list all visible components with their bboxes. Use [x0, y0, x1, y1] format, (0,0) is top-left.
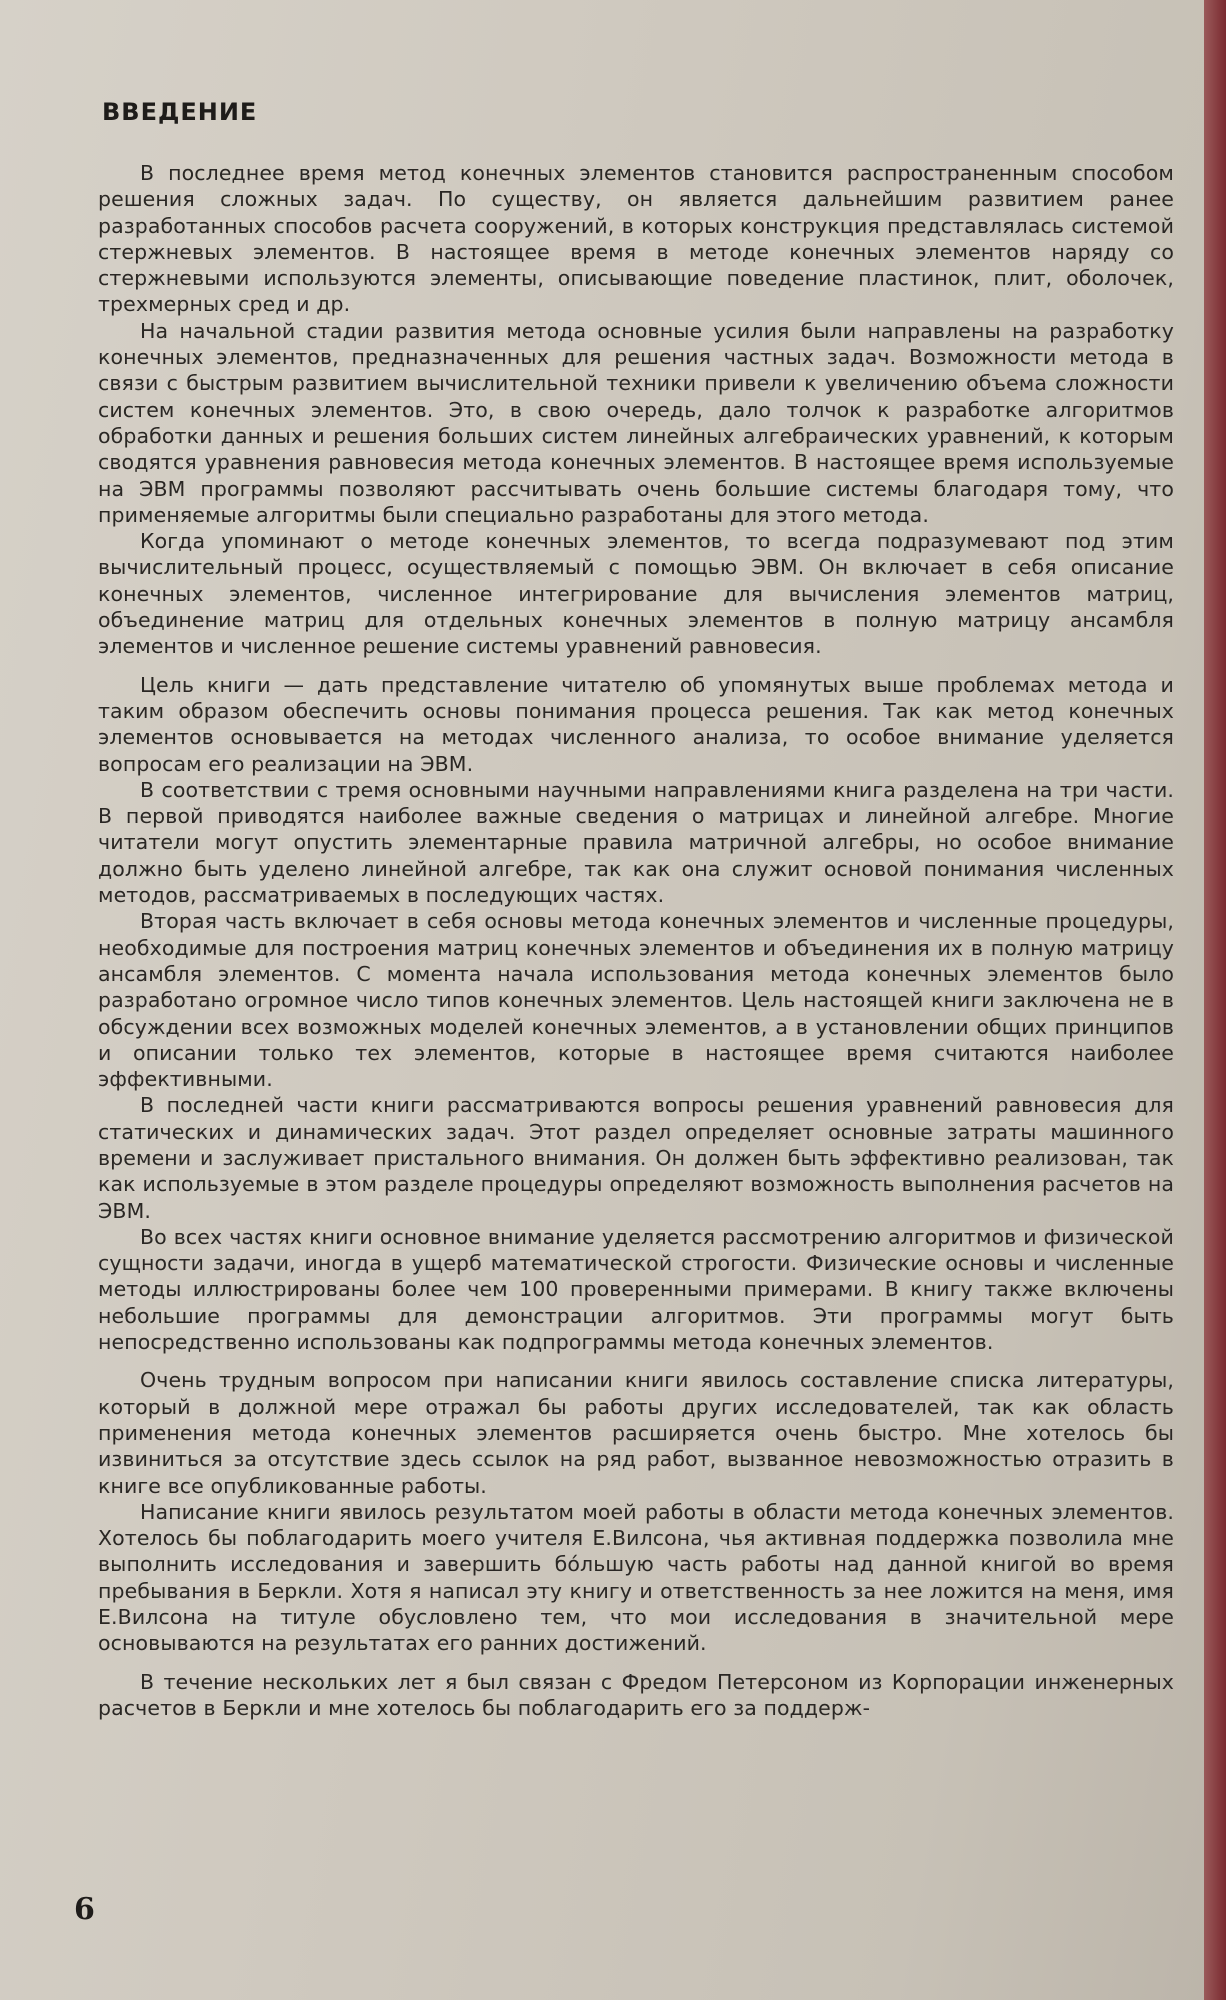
- paragraph-10: Написание книги явилось результатом моей работы в области метода конечных элементов. Хотелось бы поблагодарить моего учителя Е.Вилсона, чья активная поддержка позволила мне выполнить исследования и завершить бо́льшую часть работы над данной книгой во время пребывания в Беркли. Хотя я написал эту книгу и ответственность за нее ложится на меня, имя Е.Вилсона на титуле обусловлено тем, что мои исследования в значительной мере основываются на результатах его ранних достижений.: [98, 1499, 1174, 1656]
- book-edge: [1204, 0, 1226, 2000]
- paragraph-1: В последнее время метод конечных элементов становится распространенным способом решения сложных задач. По существу, он является дальнейшим развитием ранее разработанных способов расчета сооружений, в которых конструкция представлялась системой стержневых элементов. В настоящее время в методе конечных элементов наряду со стержневыми используются элементы, описывающие поведение пластинок, плит, оболочек, трехмерных сред и др.: [98, 161, 1174, 317]
- section-heading: ВВЕДЕНИЕ: [102, 98, 258, 126]
- paragraph-5: В соответствии с тремя основными научными направлениями книга разделена на три части. В первой приводятся наиболее важные сведения о матрицах и линейной алгебре. Многие читатели могут опустить элементарные правила матричной алгебры, но особое внимание должно быть уделено линейной алгебре, так как она служит основой понимания численных методов, рассматриваемых в последующих частях.: [98, 777, 1174, 908]
- paragraph-4: Цель книги — дать представление читателю об упомянутых выше проблемах метода и таким образом обеспечить основы понимания процесса решения. Так как метод конечных элементов основывается на методах численного анализа, то особое внимание уделяется вопросам его реализации на ЭВМ.: [98, 672, 1174, 776]
- page-content: [98, 98, 1174, 1721]
- paragraph-6: Вторая часть включает в себя основы метода конечных элементов и численные процедуры, необходимые для построения матриц конечных элементов и объединения их в полную матрицу ансамбля элементов. С момента начала использования метода конечных элементов было разработано огромное число типов конечных элементов. Цель настоящей книги заключена не в обсуждении всех возможных моделей конечных элементов, а в установлении общих принципов и описании только тех элементов, которые в настоящее время считаются наиболее эффективными.: [98, 909, 1174, 1092]
- paragraph-2: На начальной стадии развития метода основные усилия были направлены на разработку конечных элементов, предназначенных для решения частных задач. Возможности метода в связи с быстрым развитием вычислительной техники привели к увеличению объема сложности систем конечных элементов. Это, в свою очередь, дало толчок к разработке алгоритмов обработки данных и решения больших систем линейных алгебраических уравнений, к которым сводятся уравнения равновесия метода конечных элементов. В настоящее время используемые на ЭВМ программы позволяют рассчитывать очень большие системы благодаря тому, что применяемые алгоритмы были специально разработаны для этого метода.: [98, 318, 1174, 527]
- paragraph-11: В течение нескольких лет я был связан с Фредом Петерсоном из Корпорации инженерных расчетов в Беркли и мне хотелось бы поблагодарить его за поддерж-: [98, 1669, 1174, 1720]
- page-number: 6: [74, 1892, 95, 1927]
- paragraph-3: Когда упоминают о методе конечных элементов, то всегда подразумевают под этим вычислительный процесс, осуществляемый с помощью ЭВМ. Он включает в себя описание конечных элементов, численное интегрирование для вычисления элементов матриц, объединение матриц для отдельных конечных элементов в полную матрицу ансамбля элементов и численное решение системы уравнений равновесия.: [98, 529, 1174, 659]
- paragraph-8: Во всех частях книги основное внимание уделяется рассмотрению алгоритмов и физической сущности задачи, иногда в ущерб математической строгости. Физические основы и численные методы иллюстрированы более чем 100 проверенными примерами. В книгу также включены небольшие программы для демонстрации алгоритмов. Эти программы могут быть непосредственно использованы как подпрограммы метода конечных элементов.: [98, 1224, 1174, 1355]
- paragraph-7: В последней части книги рассматриваются вопросы решения уравнений равновесия для статических и динамических задач. Этот раздел определяет основные затраты машинного времени и заслуживает пристального внимания. Он должен быть эффективно реализован, так как используемые в этом разделе процедуры определяют возможность выполнения расчетов на ЭВМ.: [98, 1093, 1174, 1223]
- paragraph-9: Очень трудным вопросом при написании книги явилось составление списка литературы, который в должной мере отражал бы работы других исследователей, так как область применения метода конечных элементов расширяется очень быстро. Мне хотелось бы извиниться за отсутствие здесь ссылок на ряд работ, вызванное невозможностью отразить в книге все опубликованные работы.: [98, 1368, 1174, 1498]
